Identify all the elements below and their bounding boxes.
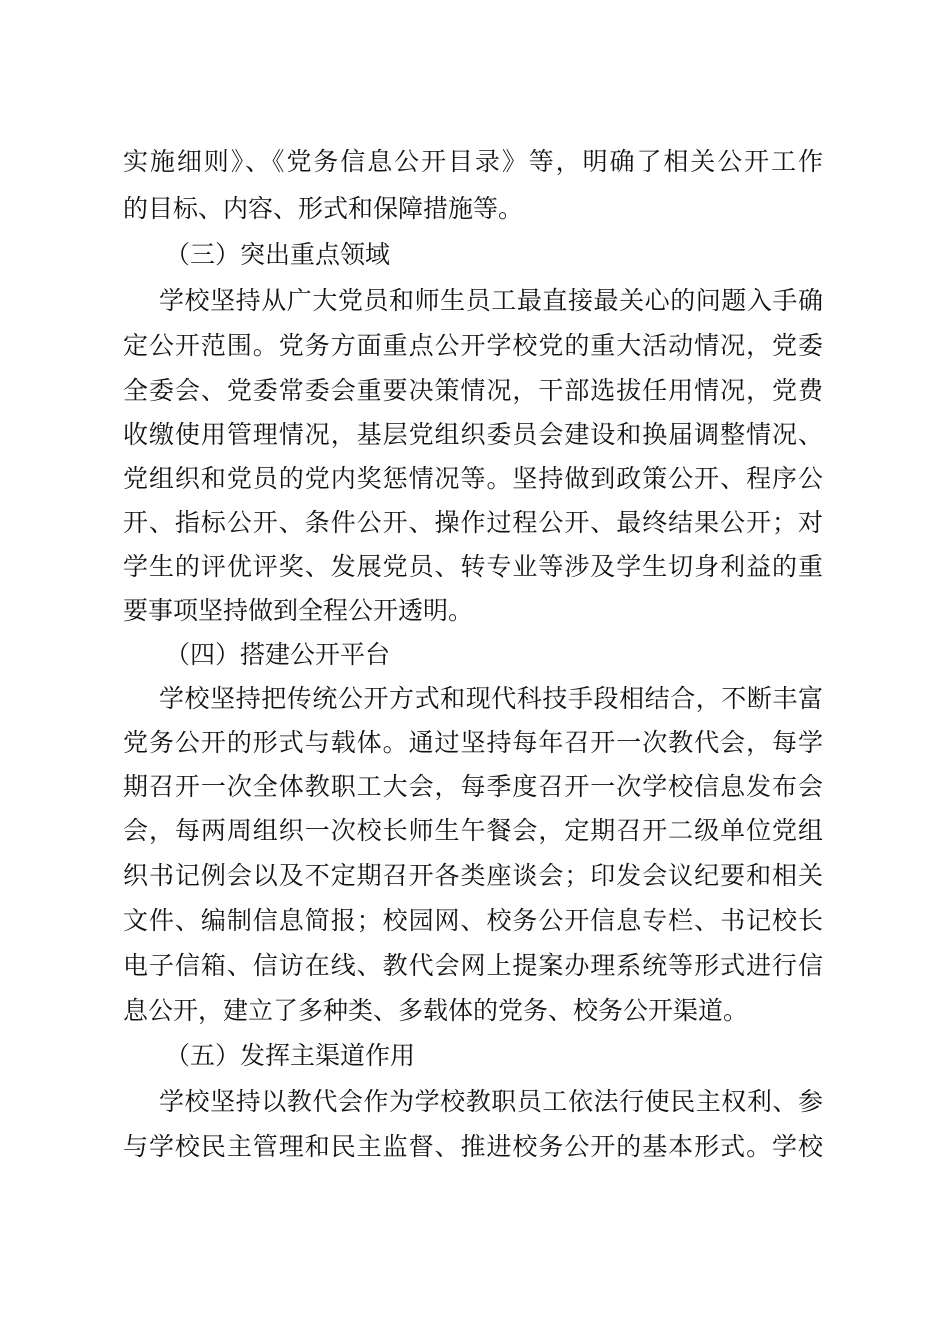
body-line: 定公开范围。党务方面重点公开学校党的重大活动情况，党委 <box>123 331 823 360</box>
body-line: 电子信箱、信访在线、教代会网上提案办理系统等形式进行信 <box>123 951 823 980</box>
body-line: 学生的评优评奖、发展党员、转专业等涉及学生切身利益的重 <box>123 552 823 581</box>
section-heading-3: （三）突出重点领域 <box>165 240 391 269</box>
body-line: 实施细则》、《党务信息公开目录》等，明确了相关公开工作 <box>123 147 823 176</box>
body-line: 期召开一次全体教职工大会，每季度召开一次学校信息发布会 <box>123 772 823 801</box>
body-line: 息公开，建立了多种类、多载体的党务、校务公开渠道。 <box>123 996 749 1025</box>
body-line: 全委会、党委常委会重要决策情况，干部选拔任用情况，党费 <box>123 376 823 405</box>
body-line: 学校坚持把传统公开方式和现代科技手段相结合，不断丰富 <box>159 684 823 713</box>
body-line: 要事项坚持做到全程公开透明。 <box>123 596 474 625</box>
section-heading-4: （四）搭建公开平台 <box>165 640 391 669</box>
body-line: 文件、编制信息简报；校园网、校务公开信息专栏、书记校长 <box>123 906 823 935</box>
body-line: 党务公开的形式与载体。通过坚持每年召开一次教代会，每学 <box>123 728 823 757</box>
body-line: 织书记例会以及不定期召开各类座谈会；印发会议纪要和相关 <box>123 861 823 890</box>
body-line: 与学校民主管理和民主监督、推进校务公开的基本形式。学校 <box>123 1132 823 1161</box>
body-line: 的目标、内容、形式和保障措施等。 <box>123 194 524 223</box>
body-line: 学校坚持以教代会作为学校教职员工依法行使民主权利、参 <box>159 1087 823 1116</box>
section-heading-5: （五）发挥主渠道作用 <box>165 1041 416 1070</box>
body-line: 学校坚持从广大党员和师生员工最直接最关心的问题入手确 <box>159 286 823 315</box>
body-line: 会，每两周组织一次校长师生午餐会，定期召开二级单位党组 <box>123 816 823 845</box>
body-line: 收缴使用管理情况，基层党组织委员会建设和换届调整情况、 <box>123 420 823 449</box>
body-line: 党组织和党员的党内奖惩情况等。坚持做到政策公开、程序公 <box>123 464 823 493</box>
body-line: 开、指标公开、条件公开、操作过程公开、最终结果公开；对 <box>123 508 823 537</box>
